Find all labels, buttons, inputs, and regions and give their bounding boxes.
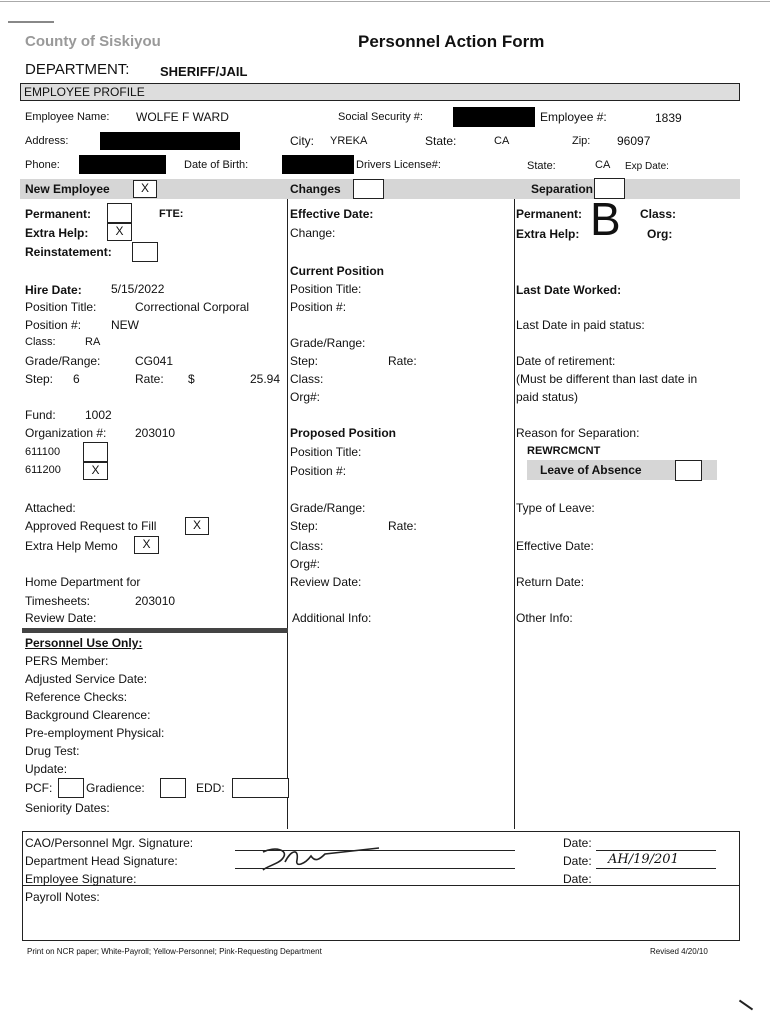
- current-position-title-label: Position Title:: [290, 282, 362, 296]
- top-mark: [8, 21, 54, 23]
- date3-label: Date:: [563, 872, 592, 886]
- dl-state-value: CA: [595, 159, 611, 171]
- timesheets-value: 203010: [135, 594, 176, 608]
- current-step-label: Step:: [290, 354, 319, 368]
- proposed-grade-label: Grade/Range:: [290, 501, 366, 515]
- date2-line: [596, 868, 716, 869]
- phone-label: Phone:: [25, 159, 60, 171]
- approved-request-checkbox[interactable]: X: [185, 517, 209, 535]
- dob-label: Date of Birth:: [184, 159, 249, 171]
- column-divider-2: [514, 199, 515, 829]
- phone-redaction: [79, 155, 166, 174]
- current-rate-label: Rate:: [388, 354, 417, 368]
- step-value: 6: [73, 372, 80, 386]
- retirement-note-line1: (Must be different than last date in: [516, 372, 698, 386]
- permanent-label: Permanent:: [25, 207, 92, 221]
- proposed-position-number-label: Position #:: [290, 464, 347, 478]
- rate-value: 25.94: [250, 372, 281, 386]
- edd-checkbox[interactable]: [232, 778, 289, 798]
- approved-request-label: Approved Request to Fill: [25, 519, 157, 533]
- zip-label: Zip:: [572, 135, 591, 147]
- department-value: SHERIFF/JAIL: [160, 64, 248, 79]
- class-value: RA: [85, 336, 101, 348]
- grade-range-label: Grade/Range:: [25, 354, 101, 368]
- date1-label: Date:: [563, 836, 592, 850]
- rate-currency: $: [188, 372, 195, 386]
- gradience-label: Gradience:: [86, 781, 145, 795]
- review-date-label: Review Date:: [25, 611, 97, 625]
- ssn-redaction: [453, 107, 535, 127]
- retirement-note-line2: paid status): [516, 390, 579, 404]
- pcf-checkbox[interactable]: [58, 778, 84, 798]
- gradience-checkbox[interactable]: [160, 778, 186, 798]
- zip-value: 96097: [617, 134, 651, 148]
- pcf-label: PCF:: [25, 781, 53, 795]
- new-employee-header: New Employee: [25, 182, 110, 196]
- extra-help-memo-label: Extra Help Memo: [25, 539, 118, 553]
- dob-redaction: [282, 155, 354, 174]
- employee-name-value: WOLFE F WARD: [136, 110, 229, 124]
- current-position-number-label: Position #:: [290, 300, 347, 314]
- employee-name-label: Employee Name:: [25, 111, 110, 123]
- other-info-label: Other Info:: [516, 611, 573, 625]
- leave-effective-date-label: Effective Date:: [516, 539, 594, 553]
- account-611100-checkbox[interactable]: [83, 442, 108, 462]
- position-title-value: Correctional Corporal: [135, 300, 250, 314]
- changes-checkbox[interactable]: [353, 179, 384, 199]
- timesheets-label: Timesheets:: [25, 594, 90, 608]
- extra-help-checkbox[interactable]: X: [107, 223, 132, 241]
- last-paid-status-label: Last Date in paid status:: [516, 318, 645, 332]
- date1-line: [596, 850, 716, 851]
- fund-label: Fund:: [25, 408, 56, 422]
- city-value: YREKA: [330, 135, 368, 147]
- county-name: County of Siskiyou: [25, 33, 161, 50]
- background-clearence-label: Background Clearence:: [25, 708, 151, 722]
- attached-label: Attached:: [25, 501, 76, 515]
- sep-extra-help-label: Extra Help:: [516, 227, 580, 241]
- fund-value: 1002: [85, 408, 112, 422]
- exp-date-label: Exp Date:: [625, 161, 669, 172]
- sep-permanent-label: Permanent:: [516, 207, 583, 221]
- top-edge: [0, 1, 770, 2]
- new-employee-checkbox[interactable]: X: [133, 180, 157, 198]
- change-label: Change:: [290, 226, 336, 240]
- account-611200-label: 611200: [25, 464, 61, 476]
- hire-date-label: Hire Date:: [25, 283, 82, 297]
- separation-reason-label: Reason for Separation:: [516, 426, 640, 440]
- signature-scribble: [255, 842, 385, 878]
- separation-header: Separation: [531, 182, 594, 196]
- organization-label: Organization #:: [25, 426, 107, 440]
- reinstatement-label: Reinstatement:: [25, 245, 112, 259]
- class-label: Class:: [25, 336, 56, 348]
- current-grade-label: Grade/Range:: [290, 336, 366, 350]
- preemployment-physical-label: Pre-employment Physical:: [25, 726, 165, 740]
- employee-profile-bar: [20, 83, 740, 101]
- dl-state-label: State:: [527, 160, 556, 172]
- employee-profile-label: EMPLOYEE PROFILE: [24, 85, 145, 99]
- adjusted-service-label: Adjusted Service Date:: [25, 672, 148, 686]
- payroll-notes-label: Payroll Notes:: [25, 890, 100, 904]
- employee-signature-label: Employee Signature:: [25, 872, 137, 886]
- proposed-org-label: Org#:: [290, 557, 321, 571]
- leave-of-absence-checkbox[interactable]: [675, 460, 702, 481]
- personnel-use-heading: Personnel Use Only:: [25, 636, 143, 650]
- corner-mark: [739, 1000, 753, 1011]
- step-label: Step:: [25, 372, 54, 386]
- revision-date: Revised 4/20/10: [650, 947, 708, 956]
- address-redaction: [100, 132, 240, 150]
- position-title-label: Position Title:: [25, 300, 97, 314]
- cao-signature-label: CAO/Personnel Mgr. Signature:: [25, 836, 194, 850]
- reinstatement-checkbox[interactable]: [132, 242, 158, 262]
- department-label: DEPARTMENT:: [25, 61, 130, 78]
- date2-value: AH/19/201: [608, 852, 679, 867]
- sep-handwritten-letter: B: [590, 193, 621, 245]
- account-611100-label: 611100: [25, 446, 61, 458]
- date2-label: Date:: [563, 854, 592, 868]
- pers-member-label: PERS Member:: [25, 654, 109, 668]
- address-label: Address:: [25, 135, 69, 147]
- current-class-label: Class:: [290, 372, 324, 386]
- proposed-position-heading: Proposed Position: [290, 426, 397, 440]
- account-611200-checkbox[interactable]: X: [83, 462, 108, 480]
- column-divider-1: [287, 199, 288, 829]
- dept-head-signature-label: Department Head Signature:: [25, 854, 178, 868]
- last-date-worked-label: Last Date Worked:: [516, 283, 622, 297]
- changes-header: Changes: [290, 182, 341, 196]
- hire-date-value: 5/15/2022: [111, 282, 165, 296]
- employee-number-label: Employee #:: [540, 110, 607, 124]
- fte-label: FTE:: [159, 208, 184, 220]
- state-value: CA: [494, 135, 510, 147]
- return-date-label: Return Date:: [516, 575, 585, 589]
- rate-label: Rate:: [135, 372, 164, 386]
- leave-of-absence-label: Leave of Absence: [540, 463, 642, 477]
- city-label: City:: [290, 134, 314, 148]
- current-position-heading: Current Position: [290, 264, 385, 278]
- employee-number-value: 1839: [655, 111, 682, 125]
- proposed-rate-label: Rate:: [388, 519, 417, 533]
- sep-class-label: Class:: [640, 207, 677, 221]
- proposed-review-date-label: Review Date:: [290, 575, 362, 589]
- edd-label: EDD:: [196, 781, 225, 795]
- current-org-label: Org#:: [290, 390, 321, 404]
- ssn-label: Social Security #:: [338, 111, 423, 123]
- proposed-class-label: Class:: [290, 539, 324, 553]
- proposed-step-label: Step:: [290, 519, 319, 533]
- extra-help-label: Extra Help:: [25, 226, 89, 240]
- additional-info-label: Additional Info:: [292, 611, 372, 625]
- home-department-label: Home Department for: [25, 575, 141, 589]
- sep-org-label: Org:: [647, 227, 673, 241]
- position-number-label: Position #:: [25, 318, 82, 332]
- organization-value: 203010: [135, 426, 176, 440]
- proposed-position-title-label: Position Title:: [290, 445, 362, 459]
- print-instructions: Print on NCR paper; White-Payroll; Yellow-Personnel; Pink-Requesting Department: [27, 947, 322, 956]
- state-label: State:: [425, 134, 457, 148]
- grade-range-value: CG041: [135, 354, 174, 368]
- effective-date-label: Effective Date:: [290, 207, 374, 221]
- permanent-checkbox[interactable]: [107, 203, 132, 223]
- extra-help-memo-checkbox[interactable]: X: [134, 536, 159, 554]
- reference-checks-label: Reference Checks:: [25, 690, 128, 704]
- personnel-use-divider: [22, 628, 288, 633]
- seniority-dates-label: Seniority Dates:: [25, 801, 110, 815]
- update-label: Update:: [25, 762, 68, 776]
- drivers-license-label: Drivers License#:: [356, 159, 441, 171]
- separation-reason-value: REWRCMCNT: [527, 445, 601, 457]
- retirement-date-label: Date of retirement:: [516, 354, 616, 368]
- form-title: Personnel Action Form: [358, 32, 545, 51]
- type-of-leave-label: Type of Leave:: [516, 501, 595, 515]
- position-number-value: NEW: [111, 318, 139, 332]
- drug-test-label: Drug Test:: [25, 744, 80, 758]
